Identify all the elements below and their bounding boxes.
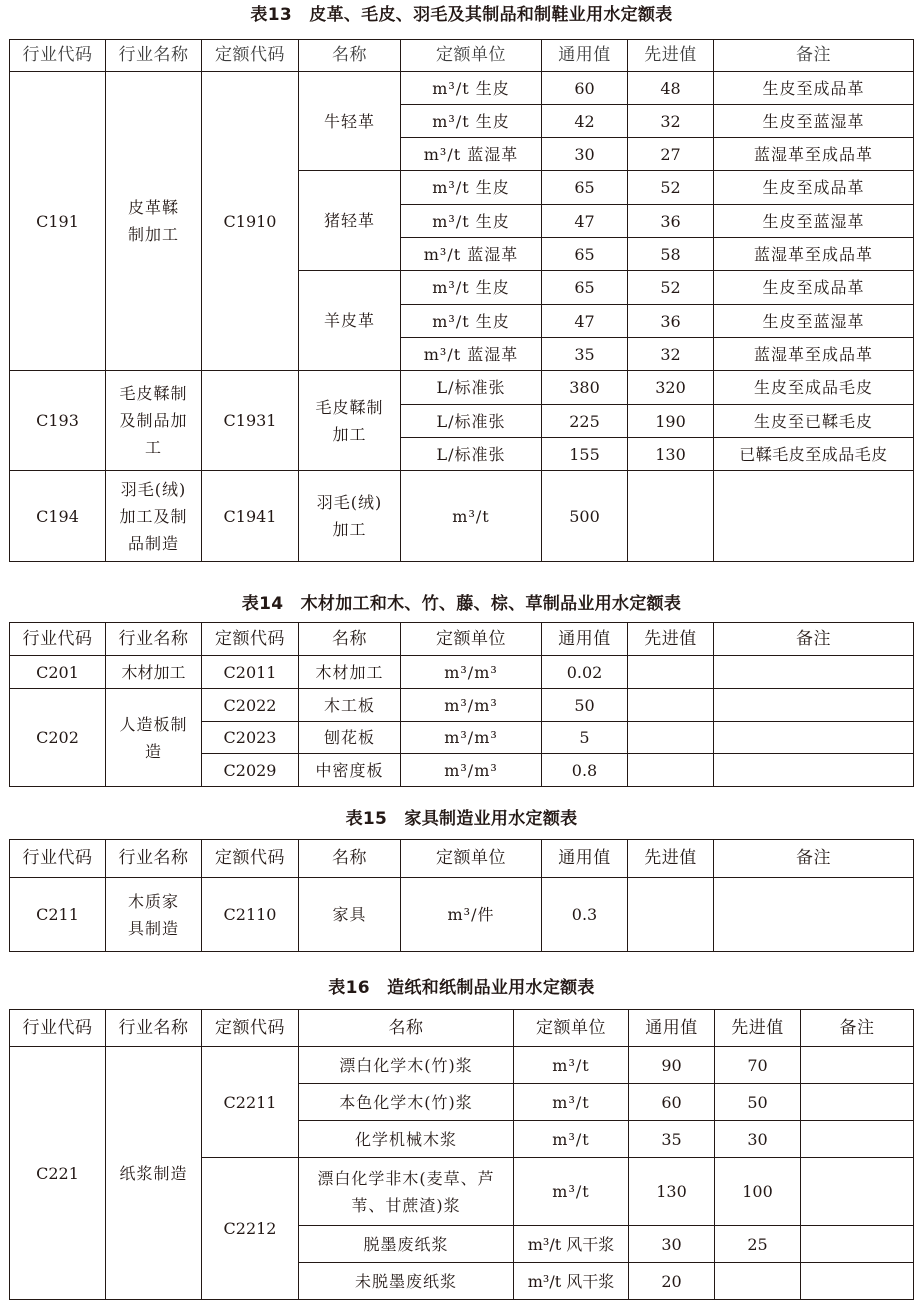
general-value-cell: 50 <box>542 689 628 722</box>
general-value-cell: 65 <box>542 238 628 271</box>
table14-caption: 表14 木材加工和木、竹、藤、棕、草制品业用水定额表 <box>241 594 682 614</box>
general-value-cell: 42 <box>542 105 628 138</box>
header-advanced-value: 先进值 <box>628 623 714 656</box>
industry-name-cell: 皮革鞣制加工 <box>106 72 202 371</box>
product-name-cell: 本色化学木(竹)浆 <box>299 1084 514 1121</box>
header-advanced-value: 先进值 <box>715 1010 801 1047</box>
note-cell: 生皮至成品革 <box>714 171 914 205</box>
header-industry-code: 行业代码 <box>10 840 106 878</box>
quota-code-cell: C2029 <box>202 754 299 787</box>
quota-code-cell: C2022 <box>202 689 299 722</box>
unit-cell: m³/t <box>514 1084 629 1121</box>
unit-cell: L/标准张 <box>401 405 542 438</box>
advanced-value-cell <box>628 689 714 722</box>
header-unit: 定额单位 <box>514 1010 629 1047</box>
table-row <box>10 72 914 105</box>
unit-cell: m³/t 风干浆 <box>514 1226 629 1263</box>
advanced-value-cell <box>628 471 714 562</box>
general-value-cell: 47 <box>542 305 628 338</box>
unit-cell: m³/m³ <box>401 656 542 689</box>
advanced-value-cell: 48 <box>628 72 714 105</box>
unit-cell: L/标准张 <box>401 371 542 405</box>
note-cell: 生皮至成品革 <box>714 271 914 305</box>
table15 <box>9 839 914 952</box>
unit-cell: L/标准张 <box>401 438 542 471</box>
header-unit: 定额单位 <box>401 623 542 656</box>
table13 <box>9 39 914 562</box>
unit-cell: m³/m³ <box>401 722 542 754</box>
table-row <box>10 471 914 562</box>
unit-cell: m³/t 生皮 <box>401 271 542 305</box>
general-value-cell: 35 <box>542 338 628 371</box>
general-value-cell: 90 <box>629 1047 715 1084</box>
advanced-value-cell: 36 <box>628 305 714 338</box>
general-value-cell: 65 <box>542 171 628 205</box>
note-cell <box>714 754 914 787</box>
note-cell <box>714 471 914 562</box>
product-name-cell: 漂白化学非木(麦草、芦苇、甘蔗渣)浆 <box>299 1158 514 1226</box>
note-cell <box>801 1047 914 1084</box>
header-note: 备注 <box>714 840 914 878</box>
header-industry-name: 行业名称 <box>106 1010 202 1047</box>
note-cell: 生皮至蓝湿革 <box>714 205 914 238</box>
header-industry-code: 行业代码 <box>10 1010 106 1047</box>
table-row <box>10 1047 914 1084</box>
header-industry-name: 行业名称 <box>106 623 202 656</box>
unit-cell: m³/t 蓝湿革 <box>401 138 542 171</box>
industry-code-cell: C202 <box>10 689 106 787</box>
header-quota-code: 定额代码 <box>202 40 299 72</box>
unit-cell: m³/t 风干浆 <box>514 1263 629 1300</box>
unit-cell: m³/m³ <box>401 689 542 722</box>
note-cell <box>801 1226 914 1263</box>
table13-header-row <box>10 40 914 72</box>
advanced-value-cell <box>715 1263 801 1300</box>
product-name-cell: 猪轻革 <box>299 171 401 271</box>
advanced-value-cell <box>628 754 714 787</box>
table-row <box>10 371 914 405</box>
advanced-value-cell: 27 <box>628 138 714 171</box>
table15-header-row <box>10 840 914 878</box>
note-cell <box>801 1121 914 1158</box>
unit-cell: m³/t 蓝湿革 <box>401 338 542 371</box>
product-name-cell: 毛皮鞣制加工 <box>299 371 401 471</box>
note-cell <box>714 656 914 689</box>
general-value-cell: 20 <box>629 1263 715 1300</box>
industry-code-cell: C201 <box>10 656 106 689</box>
note-cell: 生皮至成品革 <box>714 72 914 105</box>
product-name-cell: 羽毛(绒)加工 <box>299 471 401 562</box>
unit-cell: m³/t <box>514 1158 629 1226</box>
unit-cell: m³/t <box>514 1121 629 1158</box>
note-cell: 生皮至蓝湿革 <box>714 105 914 138</box>
header-name: 名称 <box>299 40 401 72</box>
note-cell: 生皮至已鞣毛皮 <box>714 405 914 438</box>
product-name-cell: 化学机械木浆 <box>299 1121 514 1158</box>
header-unit: 定额单位 <box>401 840 542 878</box>
industry-code-cell: C193 <box>10 371 106 471</box>
note-cell <box>801 1158 914 1226</box>
note-cell <box>714 878 914 952</box>
header-general-value: 通用值 <box>629 1010 715 1047</box>
product-name-cell: 羊皮革 <box>299 271 401 371</box>
quota-code-cell: C2110 <box>202 878 299 952</box>
general-value-cell: 5 <box>542 722 628 754</box>
advanced-value-cell: 36 <box>628 205 714 238</box>
advanced-value-cell: 52 <box>628 171 714 205</box>
quota-code-cell: C1931 <box>202 371 299 471</box>
industry-name-cell: 木材加工 <box>106 656 202 689</box>
header-name: 名称 <box>299 1010 514 1047</box>
advanced-value-cell <box>628 878 714 952</box>
quota-code-cell: C2211 <box>202 1047 299 1158</box>
unit-cell: m³/t 生皮 <box>401 205 542 238</box>
note-cell: 蓝湿革至成品革 <box>714 238 914 271</box>
product-name-cell: 漂白化学木(竹)浆 <box>299 1047 514 1084</box>
industry-name-cell: 木质家具制造 <box>106 878 202 952</box>
header-quota-code: 定额代码 <box>202 623 299 656</box>
header-industry-name: 行业名称 <box>106 840 202 878</box>
note-cell: 已鞣毛皮至成品毛皮 <box>714 438 914 471</box>
header-industry-name: 行业名称 <box>106 40 202 72</box>
product-name-cell: 木材加工 <box>299 656 401 689</box>
note-cell: 生皮至蓝湿革 <box>714 305 914 338</box>
general-value-cell: 65 <box>542 271 628 305</box>
general-value-cell: 130 <box>629 1158 715 1226</box>
note-cell: 生皮至成品毛皮 <box>714 371 914 405</box>
header-general-value: 通用值 <box>542 40 628 72</box>
quota-code-cell: C1910 <box>202 72 299 371</box>
table-row <box>10 656 914 689</box>
header-general-value: 通用值 <box>542 840 628 878</box>
quota-code-cell: C2011 <box>202 656 299 689</box>
advanced-value-cell: 58 <box>628 238 714 271</box>
header-quota-code: 定额代码 <box>202 840 299 878</box>
advanced-value-cell <box>628 656 714 689</box>
general-value-cell: 60 <box>542 72 628 105</box>
table14 <box>9 622 914 787</box>
header-industry-code: 行业代码 <box>10 40 106 72</box>
table15-caption: 表15 家具制造业用水定额表 <box>345 809 578 829</box>
general-value-cell: 0.3 <box>542 878 628 952</box>
general-value-cell: 0.02 <box>542 656 628 689</box>
note-cell <box>714 689 914 722</box>
header-industry-code: 行业代码 <box>10 623 106 656</box>
header-name: 名称 <box>299 623 401 656</box>
advanced-value-cell: 25 <box>715 1226 801 1263</box>
general-value-cell: 225 <box>542 405 628 438</box>
industry-code-cell: C194 <box>10 471 106 562</box>
note-cell <box>801 1263 914 1300</box>
advanced-value-cell: 50 <box>715 1084 801 1121</box>
header-name: 名称 <box>299 840 401 878</box>
product-name-cell: 牛轻革 <box>299 72 401 171</box>
table16-header-row <box>10 1010 914 1047</box>
industry-name-cell: 毛皮鞣制及制品加工 <box>106 371 202 471</box>
header-note: 备注 <box>801 1010 914 1047</box>
general-value-cell: 380 <box>542 371 628 405</box>
general-value-cell: 30 <box>629 1226 715 1263</box>
industry-name-cell: 羽毛(绒)加工及制品制造 <box>106 471 202 562</box>
product-name-cell: 刨花板 <box>299 722 401 754</box>
advanced-value-cell: 32 <box>628 338 714 371</box>
unit-cell: m³/件 <box>401 878 542 952</box>
note-cell: 蓝湿革至成品革 <box>714 338 914 371</box>
advanced-value-cell: 190 <box>628 405 714 438</box>
industry-code-cell: C221 <box>10 1047 106 1300</box>
general-value-cell: 155 <box>542 438 628 471</box>
advanced-value-cell: 30 <box>715 1121 801 1158</box>
advanced-value-cell <box>628 722 714 754</box>
header-unit: 定额单位 <box>401 40 542 72</box>
note-cell <box>714 722 914 754</box>
product-name-cell: 未脱墨废纸浆 <box>299 1263 514 1300</box>
note-cell <box>801 1084 914 1121</box>
unit-cell: m³/t <box>401 471 542 562</box>
industry-code-cell: C191 <box>10 72 106 371</box>
table16 <box>9 1009 914 1300</box>
header-advanced-value: 先进值 <box>628 40 714 72</box>
product-name-cell: 木工板 <box>299 689 401 722</box>
advanced-value-cell: 70 <box>715 1047 801 1084</box>
industry-code-cell: C211 <box>10 878 106 952</box>
industry-name-cell: 纸浆制造 <box>106 1047 202 1300</box>
header-advanced-value: 先进值 <box>628 840 714 878</box>
industry-name-cell: 人造板制造 <box>106 689 202 787</box>
table16-caption: 表16 造纸和纸制品业用水定额表 <box>328 978 595 998</box>
advanced-value-cell: 100 <box>715 1158 801 1226</box>
general-value-cell: 60 <box>629 1084 715 1121</box>
product-name-cell: 脱墨废纸浆 <box>299 1226 514 1263</box>
unit-cell: m³/t 蓝湿革 <box>401 238 542 271</box>
header-note: 备注 <box>714 623 914 656</box>
advanced-value-cell: 130 <box>628 438 714 471</box>
table-row <box>10 689 914 722</box>
general-value-cell: 500 <box>542 471 628 562</box>
product-name-cell: 中密度板 <box>299 754 401 787</box>
header-quota-code: 定额代码 <box>202 1010 299 1047</box>
advanced-value-cell: 52 <box>628 271 714 305</box>
table13-caption: 表13 皮革、毛皮、羽毛及其制品和制鞋业用水定额表 <box>250 5 673 25</box>
product-name-cell: 家具 <box>299 878 401 952</box>
table-row <box>10 878 914 952</box>
unit-cell: m³/m³ <box>401 754 542 787</box>
header-general-value: 通用值 <box>542 623 628 656</box>
quota-code-cell: C2212 <box>202 1158 299 1300</box>
general-value-cell: 47 <box>542 205 628 238</box>
general-value-cell: 0.8 <box>542 754 628 787</box>
advanced-value-cell: 32 <box>628 105 714 138</box>
general-value-cell: 35 <box>629 1121 715 1158</box>
unit-cell: m³/t 生皮 <box>401 305 542 338</box>
header-note: 备注 <box>714 40 914 72</box>
general-value-cell: 30 <box>542 138 628 171</box>
quota-code-cell: C1941 <box>202 471 299 562</box>
table14-header-row <box>10 623 914 656</box>
quota-code-cell: C2023 <box>202 722 299 754</box>
note-cell: 蓝湿革至成品革 <box>714 138 914 171</box>
unit-cell: m³/t 生皮 <box>401 171 542 205</box>
advanced-value-cell: 320 <box>628 371 714 405</box>
unit-cell: m³/t 生皮 <box>401 105 542 138</box>
unit-cell: m³/t <box>514 1047 629 1084</box>
unit-cell: m³/t 生皮 <box>401 72 542 105</box>
